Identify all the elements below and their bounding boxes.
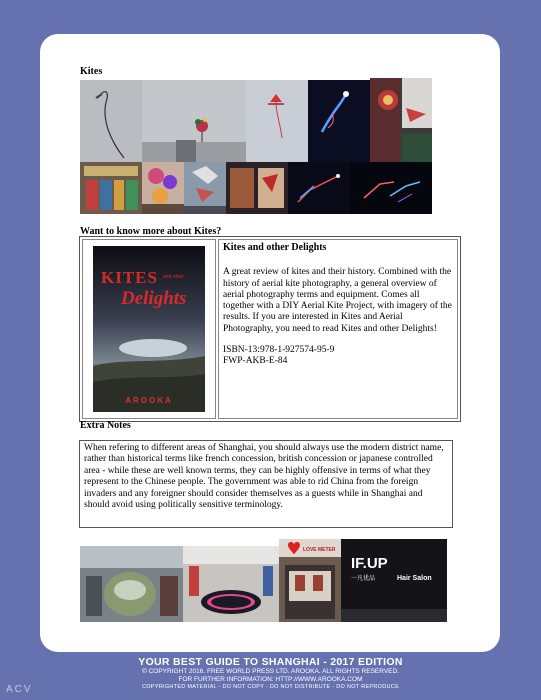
kite-photo-11 <box>350 162 432 214</box>
shanghai-photo-1 <box>80 546 183 622</box>
cover-author: AROOKA <box>125 396 173 405</box>
shanghai-photo-3 <box>279 539 341 622</box>
kite-photo-10 <box>288 162 350 214</box>
book-code: FWP-AKB-E-84 <box>223 356 288 367</box>
love-meter-sign: LOVE METER <box>303 547 336 553</box>
notes-text: When refering to different areas of Shanghai, you should always use the modern district name, rather than historical terms like french concession, british concession or japanese controlled area - while these are well known terms, they can be highly offensive in terms of what they represent to the Chinese people. The government was able to rid China from the foreign invaders and any foreigner should consider themselves as a guests while in Shanghai and should avoid using politically sensitive terminology. <box>84 443 444 511</box>
kite-photo-2 <box>142 80 246 162</box>
footer-notice: COPYRIGHTED MATERIAL - DO NOT COPY - DO NOT DISTRIBUTE - DO NOT REPRODUCE <box>141 684 400 690</box>
salon-sub-sign: 一凡优品 <box>351 575 376 582</box>
salon-label-sign: Hair Salon <box>397 575 432 582</box>
shanghai-photo-2 <box>183 546 279 622</box>
book-cover[interactable] <box>93 246 205 412</box>
book-info-cell <box>218 239 458 419</box>
book-table <box>79 236 461 422</box>
footer-title: YOUR BEST GUIDE TO SHANGHAI - 2017 EDITION <box>138 656 403 668</box>
shanghai-photo-4 <box>341 539 447 622</box>
cover-title-line1: KITES <box>101 268 158 287</box>
kite-photo-5 <box>370 78 432 162</box>
watermark: ACV <box>6 684 33 695</box>
kite-photo-4 <box>308 80 370 162</box>
kites-heading: Kites <box>80 66 103 77</box>
kite-photo-3 <box>246 80 308 162</box>
kite-photo-6 <box>80 162 142 214</box>
book-isbn: ISBN-13:978-1-927574-95-9 <box>223 345 335 356</box>
notes-box <box>79 440 453 528</box>
kite-photo-8 <box>184 162 226 214</box>
book-description: A great review of kites and their history. Combined with the history of aerial kite photography, a general overview of aerial photography terms and equipment. Comes all together with a DIY Aerial Kite Project, with imagery of the results. If you are interested in Kites and Aerial Photography, you need to read Kites and other Delights! <box>223 267 452 334</box>
kite-photo-9 <box>226 162 288 214</box>
page <box>40 34 500 652</box>
book-cover-cell <box>82 239 216 419</box>
book-title: Kites and other Delights <box>223 242 327 253</box>
footer-info-link[interactable]: FOR FURTHER INFORMATION: HTTP://WWW.AROOKA.COM <box>178 676 363 683</box>
kite-photo-1 <box>80 80 142 162</box>
footer-copyright: © COPYRIGHT 2016. FREE WORLD PRESS LTD. AROOKA. ALL RIGHTS RESERVED. <box>141 668 400 675</box>
footer <box>0 656 541 691</box>
notes-heading: Extra Notes <box>80 420 131 431</box>
salon-name-sign: IF.UP <box>351 555 388 572</box>
cover-title-and: and other <box>163 274 185 280</box>
cover-title-line2: Delights <box>121 288 187 309</box>
kite-photo-7 <box>142 162 184 214</box>
more-heading: Want to know more about Kites? <box>80 226 222 237</box>
